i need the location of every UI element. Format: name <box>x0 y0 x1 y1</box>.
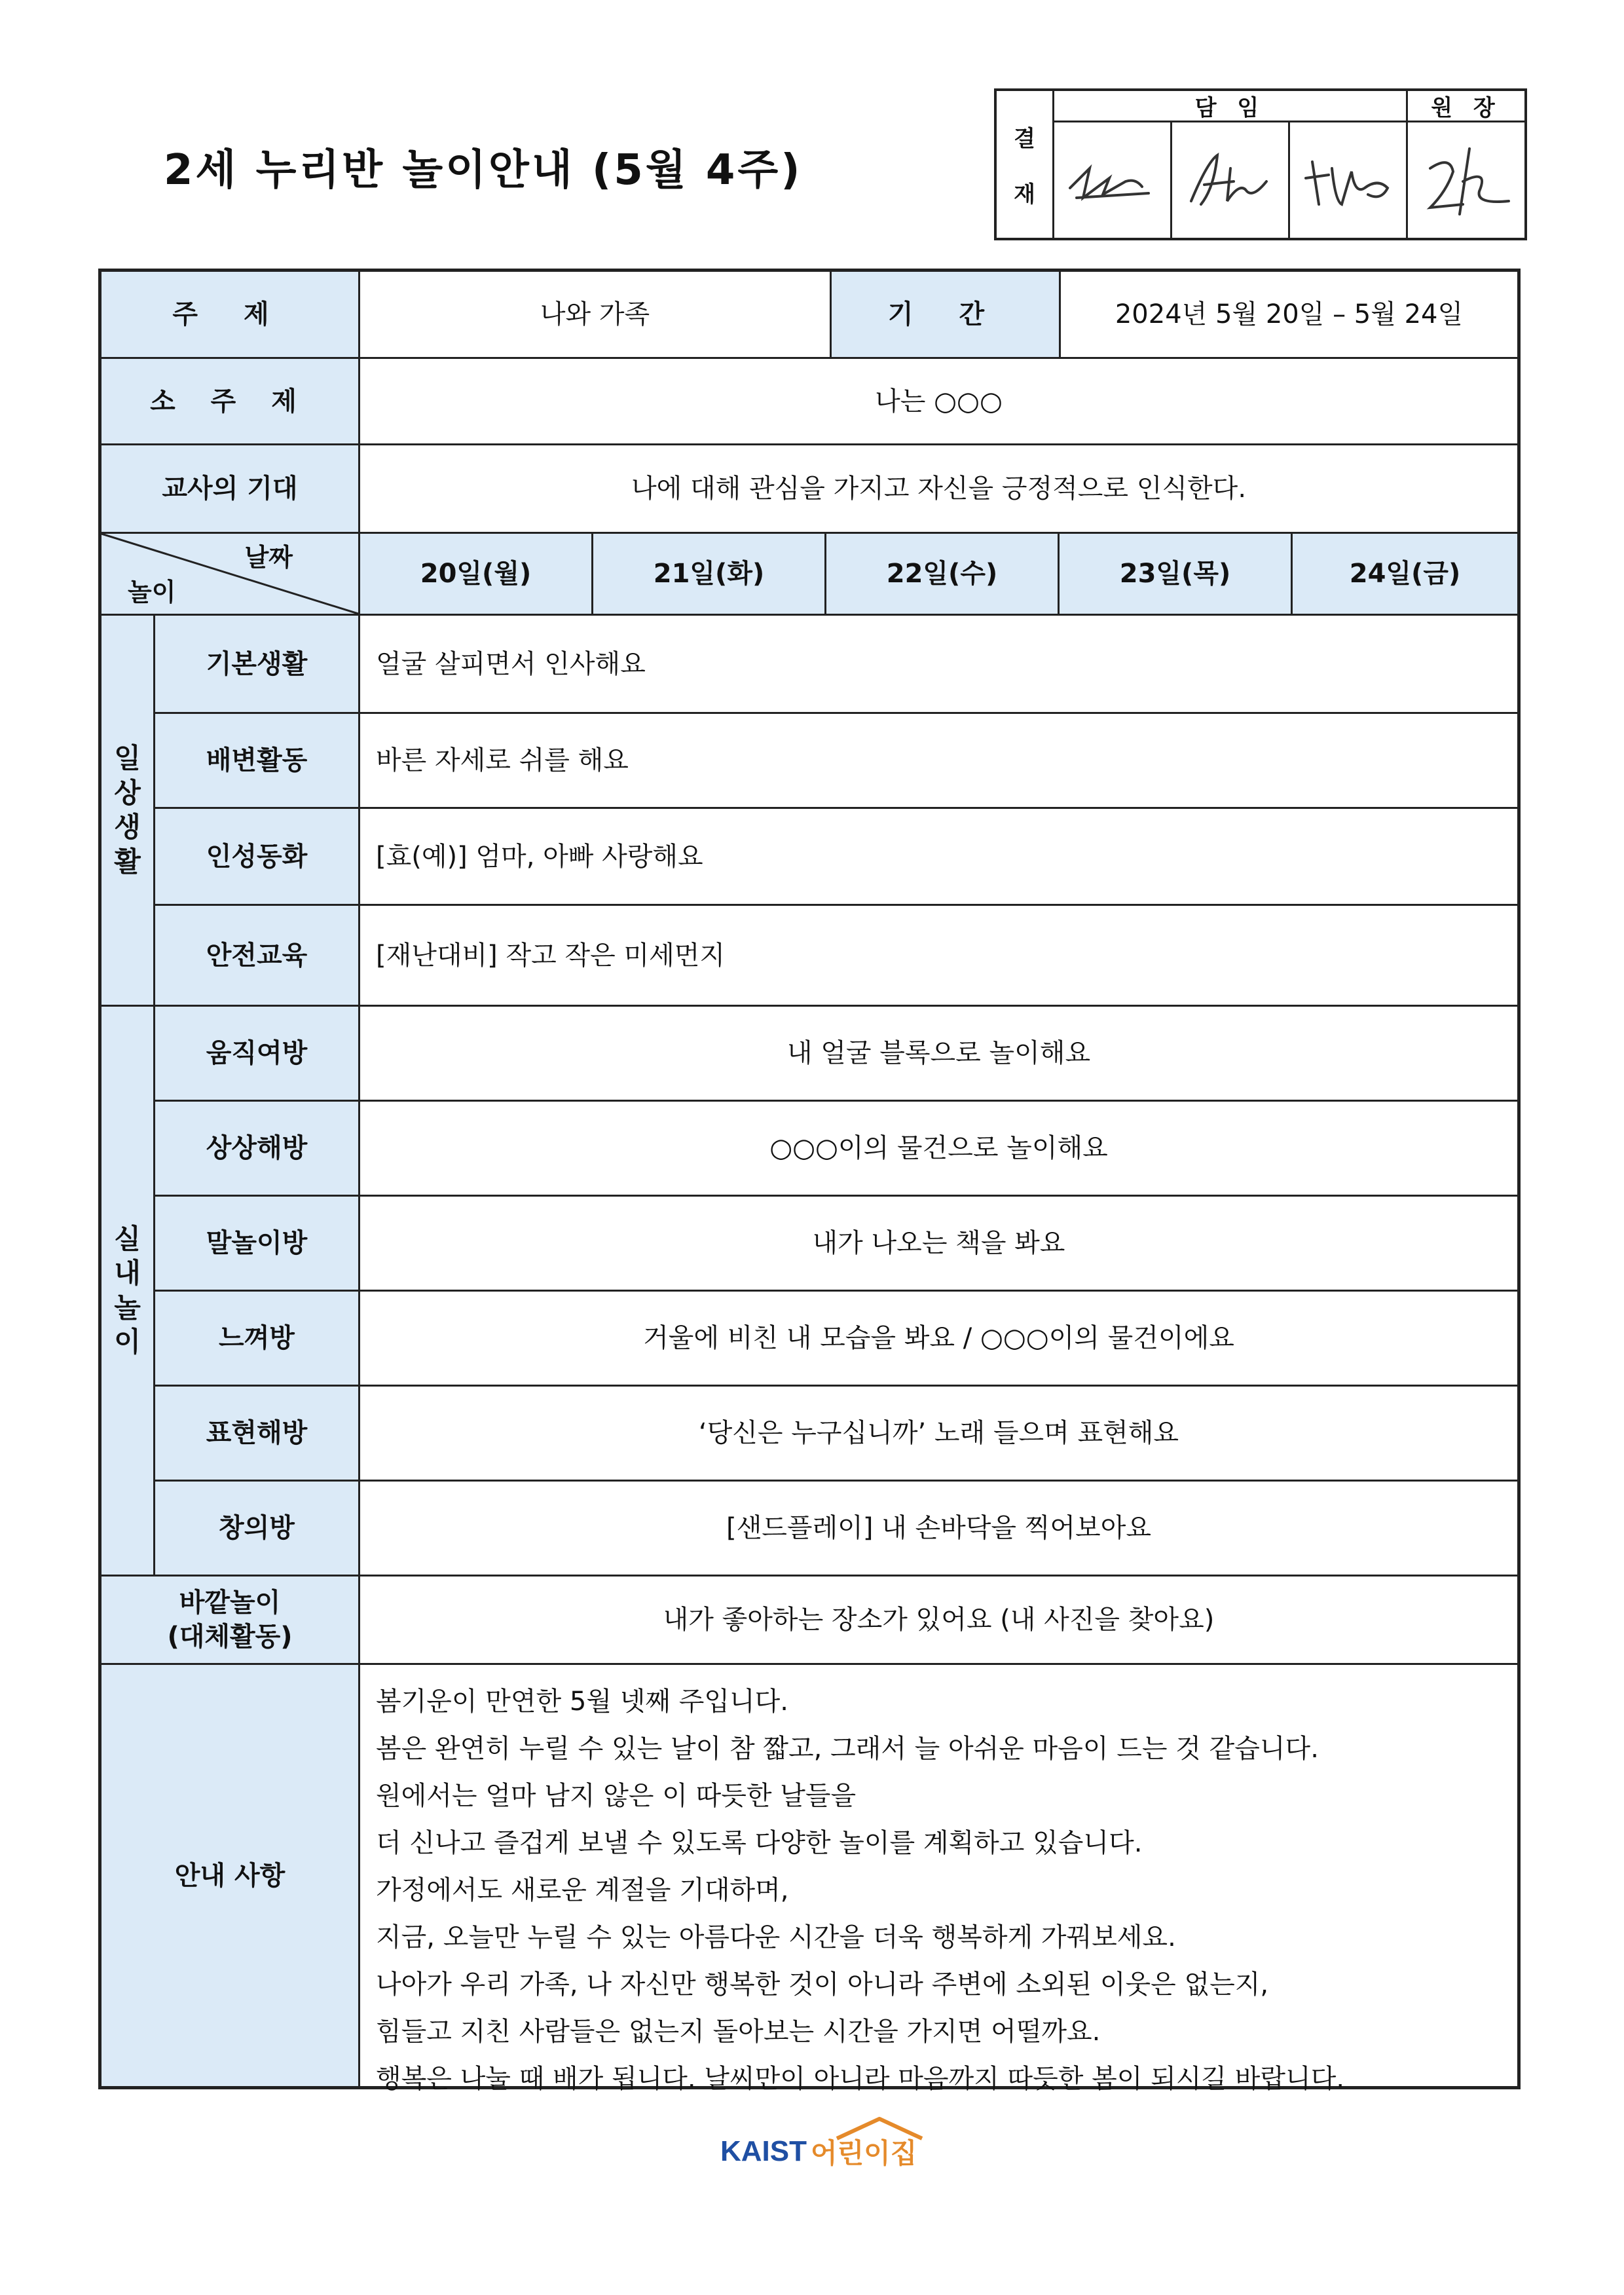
daily-life-value: [효(예)] 엄마, 아빠 사랑해요 <box>360 809 1517 906</box>
notice-line: 지금, 오늘만 누릴 수 있는 아름다운 시간을 더욱 행복하게 가꿔보세요. <box>376 1922 1176 1952</box>
signature-slot-teacher-2 <box>1172 122 1290 240</box>
daily-life-label: 기본생활 <box>155 616 360 714</box>
signature-slot-teacher-1 <box>1054 122 1172 240</box>
teacher-header: 담 임 <box>1054 91 1408 122</box>
daily-life-value: 얼굴 살피면서 인사해요 <box>360 616 1517 714</box>
subtheme-label: 소 주 제 <box>101 359 360 445</box>
subtheme-value: 나는 ○○○ <box>360 359 1517 445</box>
day-header: 21일(화) <box>593 534 826 616</box>
period-value: 2024년 5월 20일 – 5월 24일 <box>1061 272 1517 359</box>
approval-side-char: 재 <box>1014 181 1035 208</box>
play-header-label: 놀이 <box>128 577 176 606</box>
indoor-play-value: ○○○이의 물건으로 놀이해요 <box>360 1102 1517 1197</box>
group-char: 활 <box>114 845 141 878</box>
outdoor-label <box>101 1577 360 1665</box>
group-char: 상 <box>114 776 141 809</box>
day-header: 22일(수) <box>826 534 1060 616</box>
kaist-daycare-logo <box>720 2125 943 2178</box>
daily-life-label: 배변활동 <box>155 714 360 809</box>
indoor-play-value: 내 얼굴 블록으로 놀이해요 <box>360 1007 1517 1102</box>
indoor-play-label: 움직여방 <box>155 1007 360 1102</box>
handwritten-signature <box>1181 142 1280 221</box>
logo-korean-text: 어린이집 <box>811 2137 917 2169</box>
indoor-play-label: 표현해방 <box>155 1387 360 1482</box>
logo-korean <box>811 2132 917 2171</box>
logo-latin: KAIST <box>720 2135 807 2167</box>
notice-line: 힘들고 지친 사람들은 없는지 돌아보는 시간을 가지면 어떨까요. <box>376 2017 1101 2047</box>
indoor-play-group-label <box>101 1007 155 1577</box>
notice-line: 봄은 완연히 누릴 수 있는 날이 참 짧고, 그래서 늘 아쉬운 마음이 드는 것 같습니다. <box>376 1734 1319 1764</box>
daily-life-value: [재난대비] 작고 작은 미세먼지 <box>360 906 1517 1007</box>
indoor-play-value: 거울에 비친 내 모습을 봐요 / ○○○이의 물건이에요 <box>360 1292 1517 1387</box>
daily-life-group-label <box>101 616 155 1007</box>
indoor-play-value: 내가 나오는 책을 봐요 <box>360 1197 1517 1292</box>
director-header: 원 장 <box>1408 91 1524 122</box>
indoor-play-label: 창의방 <box>155 1482 360 1577</box>
daily-life-label: 인성동화 <box>155 809 360 906</box>
handwritten-signature <box>1417 142 1515 221</box>
theme-value: 나와 가족 <box>360 272 832 359</box>
notice-line: 행복은 나눌 때 배가 됩니다. 날씨만이 아니라 마음까지 따듯한 봄이 되시길 바랍니다. <box>376 2064 1345 2094</box>
indoor-play-label: 느껴방 <box>155 1292 360 1387</box>
handwritten-signature <box>1063 142 1162 221</box>
approval-side-char: 결 <box>1014 126 1035 152</box>
day-header: 24일(금) <box>1293 534 1517 616</box>
indoor-play-value: [샌드플레이] 내 손바닥을 찍어보아요 <box>360 1482 1517 1577</box>
approval-side-label <box>997 91 1054 238</box>
indoor-play-value: ‘당신은 누구십니까’ 노래 들으며 표현해요 <box>360 1387 1517 1482</box>
notice-line: 더 신나고 즐겁게 보낼 수 있도록 다양한 놀이를 계획하고 있습니다. <box>376 1828 1143 1858</box>
daily-life-value: 바른 자세로 쉬를 해요 <box>360 714 1517 809</box>
group-char: 놀 <box>114 1291 141 1324</box>
notice-line: 봄기운이 만연한 5월 넷째 주입니다. <box>376 1687 788 1717</box>
approval-box <box>994 88 1527 240</box>
group-char: 내 <box>114 1257 141 1289</box>
play-guide-table <box>98 269 1521 2094</box>
day-header: 20일(월) <box>360 534 593 616</box>
date-play-header <box>101 534 360 616</box>
outdoor-label-line: (대체활동) <box>167 1622 293 1652</box>
notice-line: 나아가 우리 가족, 나 자신만 행복한 것이 아니라 주변에 소외된 이웃은 없는지, <box>376 1969 1269 2000</box>
outdoor-value: 내가 좋아하는 장소가 있어요 (내 사진을 찾아요) <box>360 1577 1517 1665</box>
notice-body <box>360 1665 1517 2094</box>
date-header-label: 날짜 <box>244 543 293 572</box>
notice-line: 가정에서도 새로운 계절을 기대하며, <box>376 1875 789 1905</box>
indoor-play-label: 상상해방 <box>155 1102 360 1197</box>
theme-label: 주 제 <box>101 272 360 359</box>
group-char: 실 <box>114 1222 141 1255</box>
house-roof-icon <box>830 2115 929 2141</box>
period-label: 기 간 <box>832 272 1061 359</box>
group-char: 이 <box>114 1326 141 1358</box>
teacher-expectation-label: 교사의 기대 <box>101 445 360 534</box>
teacher-expectation-value: 나에 대해 관심을 가지고 자신을 긍정적으로 인식한다. <box>360 445 1517 534</box>
group-char: 일 <box>114 742 141 774</box>
notice-line: 원에서는 얼마 남지 않은 이 따듯한 날들을 <box>376 1781 857 1811</box>
daily-life-label: 안전교육 <box>155 906 360 1007</box>
day-header: 23일(목) <box>1060 534 1293 616</box>
signature-slot-teacher-3 <box>1290 122 1408 240</box>
outdoor-label-line: 바깥놀이 <box>179 1588 281 1618</box>
group-char: 생 <box>114 811 141 843</box>
indoor-play-label: 말놀이방 <box>155 1197 360 1292</box>
signature-slot-director <box>1408 122 1524 240</box>
handwritten-signature <box>1299 142 1397 221</box>
page-title: 2세 누리반 놀이안내 (5월 4주) <box>164 146 803 195</box>
notice-label: 안내 사항 <box>101 1665 360 2086</box>
